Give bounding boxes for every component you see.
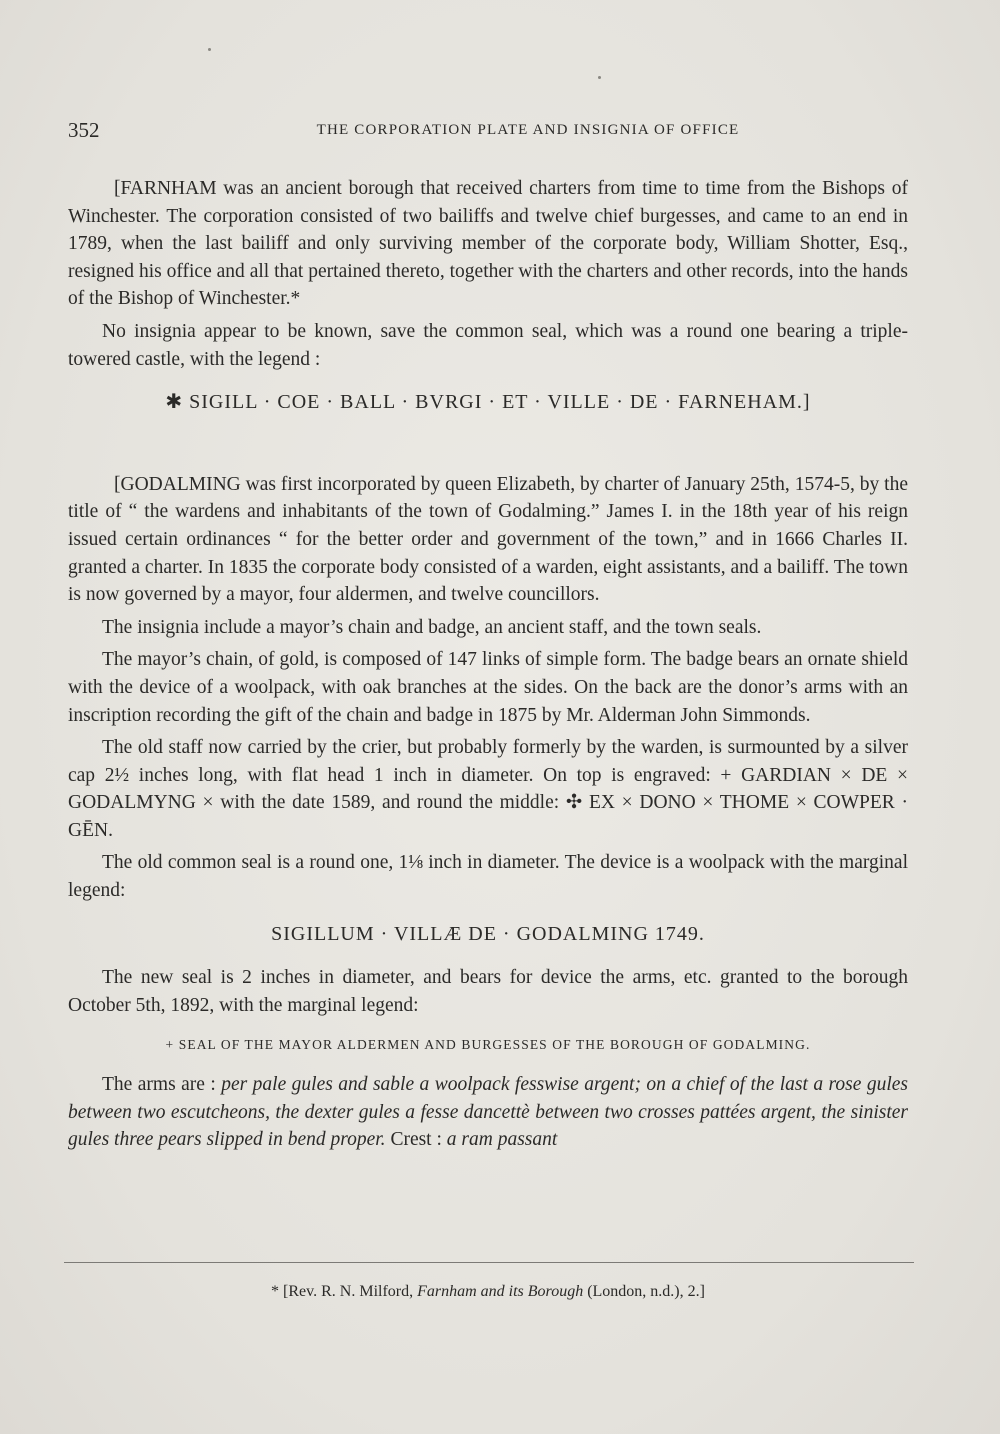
farnham-paragraph-2: No insignia appear to be known, save the common seal, which was a round one bearing a triple-towered castle, with the legend : xyxy=(68,320,908,370)
godalming-paragraph-3: The mayor’s chain, of gold, is composed of 147 links of simple form. The badge bears an ornate shield with the device of a woolpack, with oak branches at the sides. On the back are the donor’s arms with an inscription recording the gift of the chain and badge in 1875 by Mr. Alderman John Simmonds. xyxy=(68,649,908,726)
footnote-lead: * [Rev. R. N. Milford, xyxy=(271,1283,414,1300)
arms-blazon: per pale gules and sable a woolpack fesswise argent; on a chief of the last a rose gules between two escutcheons, the dexter gules a fesse dancettè between two crosses pattées argent, the sinister gules three pears slipped in bend proper. xyxy=(68,1074,908,1151)
farnham-paragraph-1: [FARNHAM was an ancient borough that received charters from time to time from the Bishops of Winchester. The corporation consisted of two bailiffs and twelve chief burgesses, and came to an end in 1789, when the last bailiff and only surviving member of the corporate body, William Shotter, Esq., resigned his office and all that pertained thereto, together with the charters and other records, into the hands of the Bishop of Winchester.* xyxy=(68,178,908,310)
page-header xyxy=(68,118,908,144)
page-number: 352 xyxy=(68,118,100,142)
section-gap xyxy=(68,433,908,471)
paper-speck xyxy=(208,48,211,51)
farnham-seal-legend: ✱ SIGILL · COE · BALL · BVRGI · ET · VILLE · DE · FARNEHAM.] xyxy=(165,391,811,414)
footnote-title: Farnham and its Borough xyxy=(417,1283,584,1300)
page-body xyxy=(68,175,908,1159)
running-head: THE CORPORATION PLATE AND INSIGNIA OF OFFICE xyxy=(316,122,740,138)
footnote-tail: (London, n.d.), 2.] xyxy=(587,1283,705,1300)
godalming-paragraph-6: The new seal is 2 inches in diameter, and bears for device the arms, etc. granted to the borough October 5th, 1892, with the marginal legend: xyxy=(68,967,908,1016)
godalming-paragraph-4: The old staff now carried by the crier, but probably formerly by the warden, is surmounted by a silver cap 2½ inches long, with flat head 1 inch in diameter. On top is engraved: + GARDIAN × DE × GODALMYNG × with the date 1589, and round the middle: ✣ EX × DONO × THOME × COWPER · GĒN. xyxy=(68,737,908,841)
old-seal-legend: SIGILLUM · VILLÆ DE · GODALMING 1749. xyxy=(271,922,705,945)
footnote-rule xyxy=(64,1262,914,1263)
new-seal-legend: + SEAL OF THE MAYOR ALDERMEN AND BURGESSES OF THE BOROUGH OF GODALMING. xyxy=(165,1037,811,1053)
crest-text: a ram passant xyxy=(446,1129,558,1151)
godalming-paragraph-1: [GODALMING was first incorporated by queen Elizabeth, by charter of January 25th, 1574-5, by the title of “ the wardens and inhabitants of the town of Godalming.” James I. in the 18th year of his reign issued certain ordinances “ for the better order and government of the town,” and in 1666 Charles II. granted a charter. In 1835 the corporate body consisted of a warden, eight assistants, and a bailiff. The town is now governed by a mayor, four aldermen, and twelve councillors. xyxy=(68,473,908,606)
paper-speck xyxy=(598,76,601,79)
godalming-paragraph-5: The old common seal is a round one, 1⅛ inch in diameter. The device is a woolpack with the marginal legend: xyxy=(68,852,908,902)
godalming-paragraph-2: The insignia include a mayor’s chain and badge, an ancient staff, and the town seals. xyxy=(102,616,762,638)
footnote xyxy=(68,1283,908,1301)
crest-label: Crest : xyxy=(390,1129,442,1151)
arms-intro: The arms are : xyxy=(102,1074,216,1096)
arms-paragraph xyxy=(68,1071,908,1154)
